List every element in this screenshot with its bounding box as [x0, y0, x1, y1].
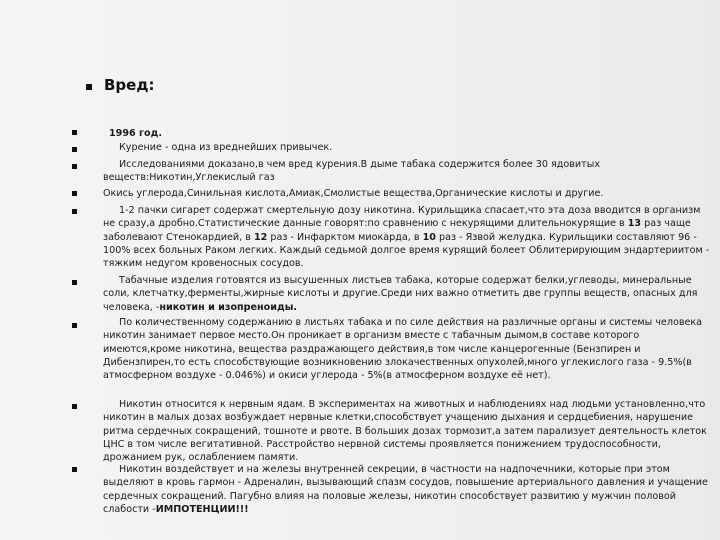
slide-title: Вред: [104, 76, 155, 94]
paragraph-5: Табачные изделия готовятся из высушенных листьев табака, которые содержат белки,углеводы, минеральные соли, клетчатку,ферменты,жирные кислоты и другие.Среди них важно отметить две группы веществ, опасных для человека, -никотин и изопреноиды. [103, 275, 698, 313]
bullet-icon [86, 84, 92, 90]
paragraph-7: Никотин относится к нервным ядам. В экспериментах на животных и наблюдениях над людьми установленно,что никотин в малых дозах возбуждает нервные клетки,способствует учащению дыхания и сердцебиения, нарушение ритма сердечных сокращений, тошноте и рвоте. В больших дозах тормозит,а затем парализует деятельность клеток ЦНС в том числе вегитативной. Расстройство нервной системы проявляется понижением трудоспособности, дрожанием рук, ослаблением памяти. [103, 399, 707, 464]
bullet-icon [72, 130, 77, 135]
bullet-icon [72, 147, 77, 152]
year-heading: 1996 год. [109, 128, 163, 139]
bullet-icon [72, 280, 77, 285]
bullet-icon [72, 209, 77, 214]
bullet-icon [72, 404, 77, 409]
bullet-icon [72, 323, 77, 328]
paragraph-8: Никотин воздействует и на железы внутренней секреции, в частности на надпочечники, которые при этом выделяют в кровь гармон - Адреналин, вызывающий спазм сосудов, повышение артериального давления и учащение сердечных сокращений. Пагубно влияя на половые железы, никотин способствует развитию у мужчин половой слабости -ИМПОТЕНЦИИ!!! [103, 464, 708, 515]
paragraph-6: По количественному содержанию в листьях табака и по силе действия на различные органы и системы человека никотин занимает первое место.Он проникает в организм вместе с табачным дымом,в составе которого имеются,кроме никотина, вещества раздражающего действия,в том числе канцерогенные (Бензпирен и Дибензпирен,то есть способствующие возникновению злокачественных опухолей,много углекислого газа - 9.5%(в атмосферном воздухе - 0.046%) и окиси углерода - 5%(в атмосферном воздухе её нет). [103, 317, 703, 382]
paragraph-2: Исследованиями доказано,в чем вред курения.В дыме табака содержится более 30 ядовитых веществ:Никотин,Углекислый газ [103, 159, 601, 184]
bullet-icon [72, 467, 77, 472]
paragraph-3: Окись углерода,Синильная кислота,Амиак,Смолистые вещества,Органические кислоты и другие. [103, 188, 604, 199]
paragraph-4: 1-2 пачки сигарет содержат смертельную дозу никотина. Курильщика спасает,что эта доза вводится в организм не сразу,а дробно.Статистические данные говорят:по сравнению с некурящими длительнокурящие в 13 раз чаще заболевают Стенокардией, в 12 раз - Инфарктом миокарда, в 10 раз - Язвой желудка. Курильщики составляют 96 - 100% всех больных Раком легких. Каждый седьмой долгое время курящий болеет Облитерирующим эндартериитом - тяжким недугом кровеносных сосудов. [103, 205, 710, 270]
bullet-icon [72, 164, 77, 169]
bullet-icon [72, 191, 77, 196]
paragraph-1: Курение - одна из вреднейших привычек. [119, 142, 333, 153]
